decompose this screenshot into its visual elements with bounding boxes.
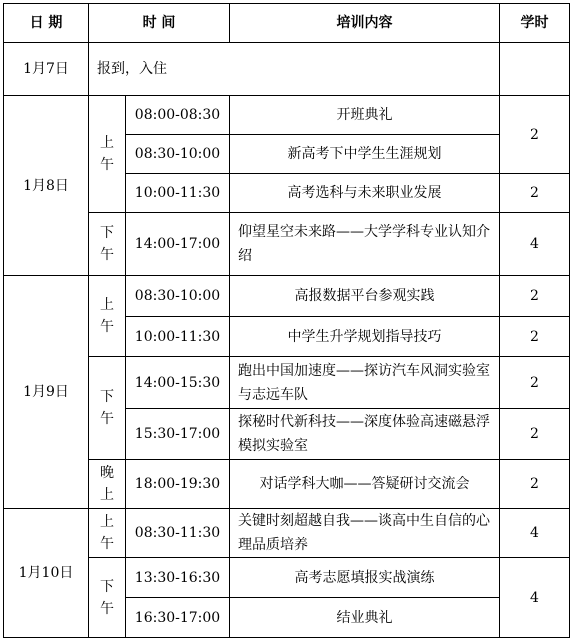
time-cell: 08:30-10:00 [126,276,230,317]
date-cell: 1月8日 [4,96,89,276]
hours-cell: 2 [500,317,570,357]
content-cell: 新高考下中学生生涯规划 [230,135,500,174]
date-cell: 1月9日 [4,276,89,509]
content-cell: 高考选科与未来职业发展 [230,174,500,213]
hours-cell [500,43,570,96]
period-cell [89,558,126,638]
hours-cell: 4 [500,213,570,276]
period-label: 晚上 [100,465,114,503]
period-label: 上午 [100,135,114,173]
time-cell: 18:00-19:30 [126,460,230,509]
hours-cell: 4 [500,509,570,558]
hours-cell: 2 [500,276,570,317]
content-cell: 高考志愿填报实战演练 [230,558,500,598]
content-cell: 开班典礼 [230,96,500,135]
table-row [4,276,570,317]
period-cell [89,509,126,558]
content-cell: 探秘时代新科技——深度体验高速磁悬浮模拟实验室 [230,409,500,460]
content-cell: 中学生升学规划指导技巧 [230,317,500,357]
time-cell: 08:00-08:30 [126,96,230,135]
time-cell: 15:30-17:00 [126,409,230,460]
table-row [4,509,570,558]
hours-cell: 2 [500,460,570,509]
table-row [4,357,570,409]
content-cell: 对话学科大咖——答疑研讨交流会 [230,460,500,509]
content-cell: 仰望星空未来路——大学学科专业认知介绍 [230,213,500,276]
date-cell: 1月7日 [4,43,89,96]
content-cell: 报到，入住 [89,43,500,96]
table-row [4,558,570,598]
time-cell: 16:30-17:00 [126,598,230,638]
hours-cell: 2 [500,96,570,174]
period-label: 上午 [100,297,114,335]
hours-cell: 2 [500,409,570,460]
time-cell: 08:30-10:00 [126,135,230,174]
header-row [4,4,570,43]
period-label: 上午 [100,514,114,552]
period-cell [89,96,126,213]
time-cell: 10:00-11:30 [126,317,230,357]
header-content: 培训内容 [230,4,500,43]
table-row [4,96,570,135]
time-cell: 14:00-15:30 [126,357,230,409]
hours-cell: 2 [500,174,570,213]
header-date: 日 期 [4,4,89,43]
time-cell: 08:30-11:30 [126,509,230,558]
content-cell: 跑出中国加速度——探访汽车风洞实验室与志远车队 [230,357,500,409]
period-label: 下午 [100,389,114,427]
content-cell: 高报数据平台参观实践 [230,276,500,317]
date-cell: 1月10日 [4,509,89,638]
training-schedule-table [3,3,570,638]
header-time: 时 间 [89,4,230,43]
content-cell: 关键时刻超越自我——谈高中生自信的心理品质培养 [230,509,500,558]
content-cell: 结业典礼 [230,598,500,638]
header-hours: 学时 [500,4,570,43]
period-cell [89,213,126,276]
period-label: 下午 [100,225,114,263]
time-cell: 10:00-11:30 [126,174,230,213]
table-row [4,43,570,96]
time-cell: 13:30-16:30 [126,558,230,598]
period-cell [89,460,126,509]
period-label: 下午 [100,578,114,617]
table-row [4,460,570,509]
period-cell [89,276,126,357]
period-cell [89,357,126,460]
hours-cell: 4 [500,558,570,638]
time-cell: 14:00-17:00 [126,213,230,276]
table-row [4,213,570,276]
hours-cell: 2 [500,357,570,409]
